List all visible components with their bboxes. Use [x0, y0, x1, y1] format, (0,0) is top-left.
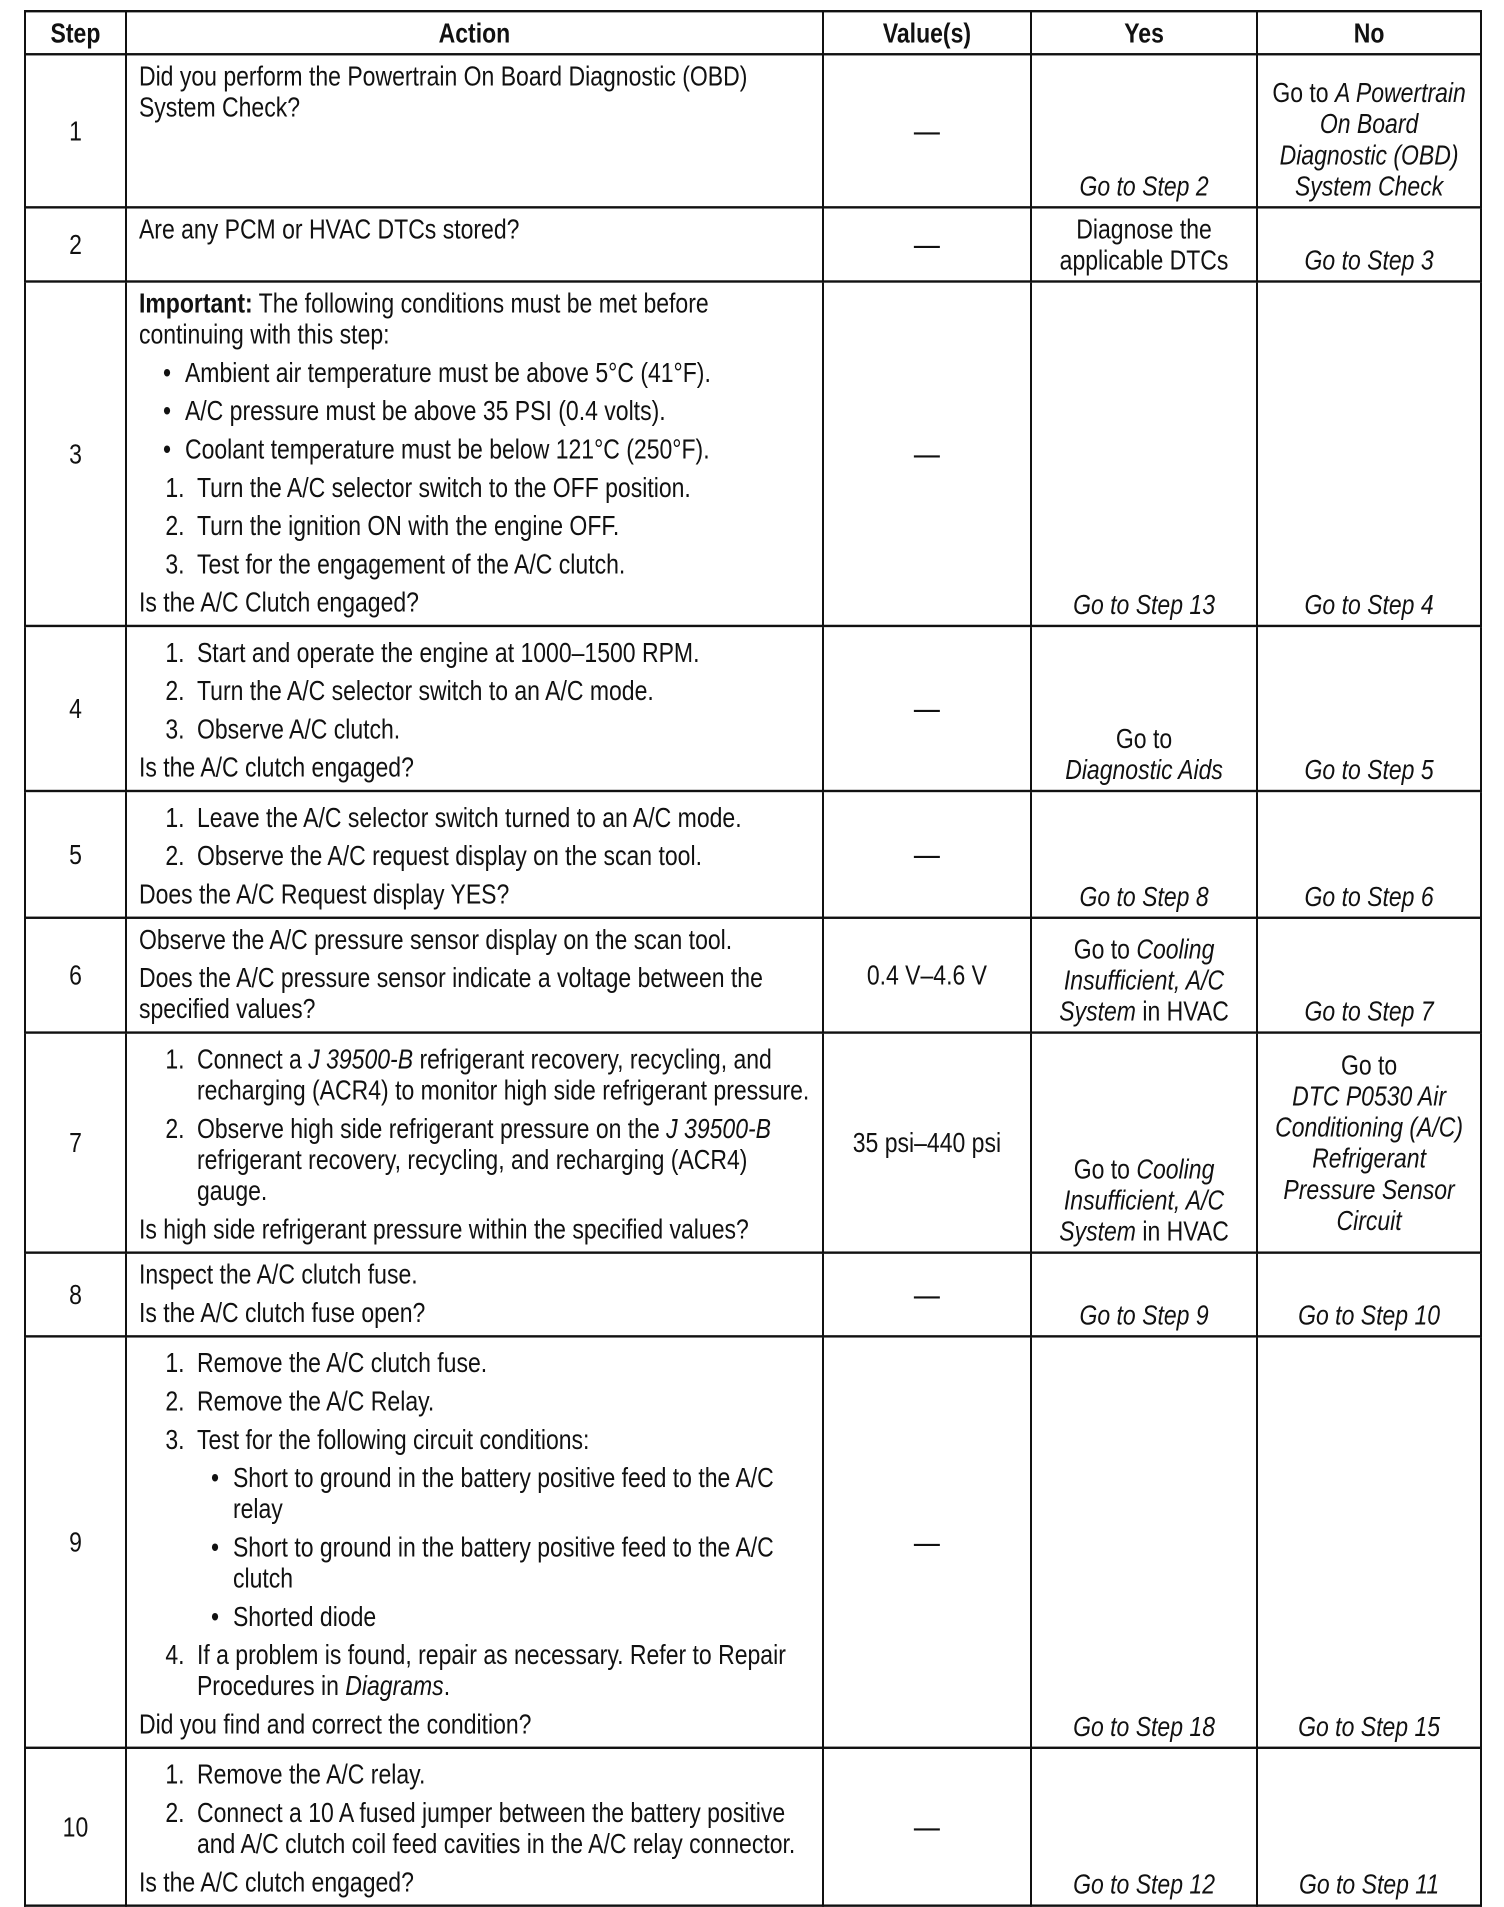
table-row-step-5: [25, 791, 1481, 918]
action-text: Observe the A/C pressure sensor display on the scan tool.: [138, 923, 733, 955]
list-item: [191, 1424, 812, 1632]
header-action: Action: [126, 11, 823, 54]
action-cell: [126, 281, 823, 625]
no-link-text: DTC P0530 Air Conditioning (A/C) Refrigerant Pressure Sensor Circuit: [1275, 1080, 1464, 1236]
action-question: Does the A/C pressure sensor indicate a voltage between the specified values?: [138, 962, 763, 1025]
no-line-1: Go to: [1340, 1049, 1398, 1081]
list-item: • Short to ground in the battery positive feed to the A/C clutch: [233, 1531, 812, 1593]
reference-text: Diagrams: [345, 1670, 444, 1702]
list-item: 2. Remove the A/C Relay.: [191, 1385, 812, 1416]
action-cell: [126, 791, 823, 918]
table-row-step-8: [25, 1253, 1481, 1337]
yes-cell: Go to Step 2: [1031, 54, 1257, 207]
table-row-step-6: [25, 918, 1481, 1033]
table-row-step-2: [25, 207, 1481, 281]
yes-link-text: Cooling Insufficient, A/C System: [1059, 1153, 1225, 1247]
action-cell: [126, 918, 823, 1033]
table-row-step-4: [25, 626, 1481, 791]
list-item: • Ambient air temperature must be above 5°C (41°F).: [185, 357, 812, 388]
yes-cell: Go to Step 12: [1031, 1748, 1257, 1906]
yes-link-text: Cooling Insufficient, A/C System: [1059, 933, 1225, 1027]
yes-cell: Go to Step 13: [1031, 281, 1257, 625]
list-item: • Shorted diode: [233, 1601, 812, 1632]
no-cell: Go to Step 3: [1257, 207, 1481, 281]
list-item: [191, 1043, 812, 1105]
value-cell: 0.4 V–4.6 V: [823, 918, 1031, 1033]
action-question: Did you perform the Powertrain On Board Diagnostic (OBD) System Check?: [138, 60, 748, 123]
yes-cell: Go to Step 8: [1031, 791, 1257, 918]
header-values: Value(s): [823, 11, 1031, 54]
no-cell: [1257, 54, 1481, 207]
action-cell: [126, 1748, 823, 1906]
action-cell: [126, 1336, 823, 1747]
yes-prefix: Go to: [1073, 933, 1130, 965]
no-cell: [1257, 1033, 1481, 1253]
action-question: Is the A/C Clutch engaged?: [138, 586, 419, 618]
table-row-step-9: [25, 1336, 1481, 1747]
step-number: 2: [25, 207, 126, 281]
value-cell: —: [823, 1253, 1031, 1337]
list-item: 1. Turn the A/C selector switch to the OFF position.: [191, 472, 812, 503]
value-cell: —: [823, 791, 1031, 918]
list-item: 1. Remove the A/C relay.: [191, 1759, 812, 1790]
no-cell: Go to Step 6: [1257, 791, 1481, 918]
no-cell: Go to Step 11: [1257, 1748, 1481, 1906]
no-cell: Go to Step 5: [1257, 626, 1481, 791]
step-text: .: [443, 1670, 451, 1702]
circuit-condition-bullets: [197, 1462, 812, 1632]
step-number: 10: [25, 1748, 126, 1906]
no-prefix: Go to: [1272, 76, 1329, 109]
table-row-step-10: [25, 1748, 1481, 1906]
action-question: Is high side refrigerant pressure within the specified values?: [138, 1213, 749, 1245]
step-text: Observe high side refrigerant pressure on the: [196, 1112, 660, 1144]
table-row-step-7: [25, 1033, 1481, 1253]
yes-cell: [1031, 1033, 1257, 1253]
header-row: [25, 11, 1481, 54]
list-item: • A/C pressure must be above 35 PSI (0.4 volts).: [185, 395, 812, 426]
header-step: Step: [25, 11, 126, 54]
list-item: [191, 1113, 812, 1206]
step-text: If a problem is found, repair as necessary. Refer to Repair Procedures in: [196, 1638, 786, 1702]
step-text: refrigerant recovery, recycling, and recharging (ACR4) gauge.: [196, 1143, 748, 1206]
procedure-steps: [139, 802, 812, 871]
header-yes: Yes: [1031, 11, 1257, 54]
action-cell: [126, 54, 823, 207]
condition-bullets: [139, 357, 812, 465]
list-item: 1. Leave the A/C selector switch turned to an A/C mode.: [191, 802, 812, 833]
action-question: Does the A/C Request display YES?: [138, 878, 510, 910]
list-item: 1. Remove the A/C clutch fuse.: [191, 1347, 812, 1378]
step-number: 6: [25, 918, 126, 1033]
value-cell: —: [823, 1336, 1031, 1747]
tool-name: J 39500-B: [666, 1112, 772, 1144]
important-label: Important:: [138, 287, 253, 319]
step-text: Connect a: [196, 1043, 302, 1075]
procedure-steps: [139, 1759, 812, 1859]
yes-link-text: Diagnostic Aids: [1065, 753, 1223, 786]
action-question: Are any PCM or HVAC DTCs stored?: [138, 213, 520, 245]
action-text: Inspect the A/C clutch fuse.: [138, 1258, 418, 1290]
yes-cell: Go to Step 9: [1031, 1253, 1257, 1337]
no-cell: Go to Step 4: [1257, 281, 1481, 625]
value-cell: —: [823, 281, 1031, 625]
value-cell: —: [823, 626, 1031, 791]
yes-suffix: in HVAC: [1142, 995, 1229, 1027]
step-text: Test for the following circuit conditions:: [196, 1423, 590, 1455]
step-text: refrigerant recovery, recycling, and recharging (ACR4) to monitor high side refrigerant pressure.: [196, 1043, 810, 1106]
tool-name: J 39500-B: [308, 1043, 414, 1075]
action-question: Is the A/C clutch fuse open?: [138, 1296, 426, 1328]
value-cell: —: [823, 1748, 1031, 1906]
step-number: 7: [25, 1033, 126, 1253]
value-cell: —: [823, 54, 1031, 207]
list-item: 2. Turn the ignition ON with the engine OFF.: [191, 510, 812, 541]
yes-cell: [1031, 918, 1257, 1033]
procedure-steps: [139, 637, 812, 745]
action-question: Is the A/C clutch engaged?: [138, 1866, 414, 1898]
list-item: 2. Connect a 10 A fused jumper between the battery positive and A/C clutch coil feed cavities in the A/C relay connector.: [191, 1797, 812, 1859]
list-item: • Coolant temperature must be below 121°C (250°F).: [185, 433, 812, 464]
diagnostic-table-container: [24, 10, 1482, 1907]
action-question: Is the A/C clutch engaged?: [138, 751, 414, 783]
value-cell: —: [823, 207, 1031, 281]
action-cell: [126, 1033, 823, 1253]
header-no: No: [1257, 11, 1481, 54]
important-note: [139, 287, 812, 349]
action-question: Did you find and correct the condition?: [138, 1708, 532, 1740]
list-item: 3. Observe A/C clutch.: [191, 713, 812, 744]
no-cell: Go to Step 15: [1257, 1336, 1481, 1747]
no-link-text: A Powertrain On Board Diagnostic (OBD) System Check: [1279, 76, 1466, 202]
step-number: 4: [25, 626, 126, 791]
step-number: 1: [25, 54, 126, 207]
yes-suffix: in HVAC: [1142, 1215, 1229, 1247]
action-cell: [126, 626, 823, 791]
action-cell: [126, 1253, 823, 1337]
step-number: 5: [25, 791, 126, 918]
table-row-step-1: [25, 54, 1481, 207]
list-item: 2. Observe the A/C request display on the scan tool.: [191, 840, 812, 871]
yes-cell: [1031, 626, 1257, 791]
table-row-step-3: [25, 281, 1481, 625]
list-item: 2. Turn the A/C selector switch to an A/C mode.: [191, 675, 812, 706]
value-cell: 35 psi–440 psi: [823, 1033, 1031, 1253]
yes-line-1: Go to: [1115, 722, 1173, 754]
yes-cell: Go to Step 18: [1031, 1336, 1257, 1747]
step-number: 3: [25, 281, 126, 625]
no-cell: Go to Step 7: [1257, 918, 1481, 1033]
step-number: 9: [25, 1336, 126, 1747]
yes-cell: Diagnose the applicable DTCs: [1031, 207, 1257, 281]
list-item: [191, 1639, 812, 1701]
diagnostic-table: [24, 10, 1482, 1907]
procedure-steps: [139, 472, 812, 580]
procedure-steps: [139, 1043, 812, 1206]
action-cell: [126, 207, 823, 281]
list-item: 1. Start and operate the engine at 1000–1500 RPM.: [191, 637, 812, 668]
list-item: • Short to ground in the battery positive feed to the A/C relay: [233, 1462, 812, 1524]
yes-prefix: Go to: [1073, 1153, 1130, 1185]
important-text: The following conditions must be met before continuing with this step:: [138, 287, 709, 350]
list-item: 3. Test for the engagement of the A/C clutch.: [191, 548, 812, 579]
procedure-steps: [139, 1347, 812, 1701]
no-cell: Go to Step 10: [1257, 1253, 1481, 1337]
step-number: 8: [25, 1253, 126, 1337]
